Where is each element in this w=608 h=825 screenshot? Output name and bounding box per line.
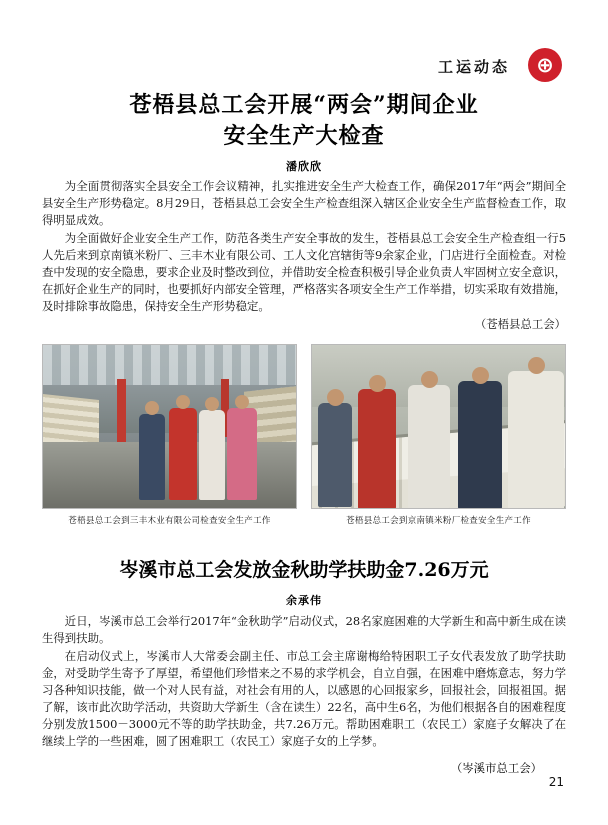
article1-paragraph-2: 为全面做好企业安全生产工作，防范各类生产安全事故的发生，苍梧县总工会安全生产检查组一行5人先后来到京南镇米粉厂、三丰木业有限公司、工人文化宫辖街等9余家企业，门店进行全面检查。对检查中发现的安全隐患，要求企业及时整改到位，并借助安全检查积极引导企业负责人牢固树立安全意识，在抓好企业生产的同时，也要抓好内部安全管理，严格落实各项安全生产工作举措，切实采取有效措施，及时排除事故隐患，保持安全生产形势稳定。 (42, 231, 566, 313)
photo-person-head (472, 367, 489, 384)
photo-caption-left: 苍梧县总工会到三丰木业有限公司检查安全生产工作 (68, 516, 271, 526)
photo-person-head (205, 397, 219, 411)
photo-person-4 (458, 381, 502, 509)
photo-person-head (327, 389, 344, 406)
photo-block-left (42, 344, 297, 526)
photo-block-right (311, 344, 566, 526)
rice-noodle-factory-photo (311, 344, 566, 509)
article1-signoff: （苍梧县总工会） (474, 317, 566, 331)
article1-byline: 潘欣欣 (286, 160, 322, 173)
photo-person-head (235, 395, 249, 409)
photo-person-3 (199, 410, 225, 500)
union-logo-glyph: ⊕ (536, 53, 554, 77)
photo-person-1 (318, 403, 352, 507)
photo-person-2 (358, 389, 396, 509)
article2-signoff: （岑溪市总工会） (450, 761, 542, 775)
article1-title-line2: 安全生产大检查 (223, 123, 385, 149)
article1-paragraph-1: 为全面贯彻落实全县安全工作会议精神，扎实推进安全生产大检查工作，确保2017年“两会”期间全县安全生产形势稳定。8月29日，苍梧县总工会安全生产检查组深入辖区企业安全生产监督检查工作，取得明显成效。 (42, 179, 566, 227)
section-label: 工运动态 (437, 58, 510, 76)
article1-photo-row (42, 344, 566, 526)
factory-inspection-photo (42, 344, 297, 509)
article-scholarship-fund (42, 556, 566, 776)
article2-paragraph-1: 近日，岑溪市总工会举行2017年“金秋助学”启动仪式，28名家庭困难的大学新生和高中新生成在读生得到扶助。 (42, 614, 566, 645)
photo-person-head (369, 375, 386, 392)
photo-person-1 (139, 414, 165, 500)
article1-title-line1: 苍梧县总工会开展“两会”期间企业 (129, 92, 479, 118)
page-header (42, 30, 566, 82)
article2-title: 岑溪市总工会发放金秋助学扶助金7.26万元 (119, 559, 489, 581)
photo-red-column-1 (117, 379, 126, 445)
photo-caption-right: 苍梧县总工会到京南镇米粉厂检查安全生产工作 (346, 516, 531, 526)
article1-title (42, 90, 566, 152)
article2-byline: 余承伟 (286, 594, 322, 607)
article-safety-inspection (42, 90, 566, 526)
page-number: 21 (548, 775, 564, 789)
photo-person-head (528, 357, 545, 374)
photo-person-4 (227, 408, 257, 500)
photo-person-head (145, 401, 159, 415)
photo-person-3 (408, 385, 450, 509)
photo-person-2 (169, 408, 197, 500)
page-content (42, 30, 566, 795)
article2-paragraph-2: 在启动仪式上，岑溪市人大常委会副主任、市总工会主席谢梅给特困职工子女代表发放了助学扶助金，对受助学生寄予了厚望，希望他们珍惜来之不易的求学机会，自立自强，在困难中磨炼意志，努力学习各种知识技能，做一个对人民有益，对社会有用的人，以感恩的心回报家乡，回报社会，回报祖国。据了解，该市此次助学活动，共资助大学新生（含在读生）22名，高中生6名，为他们根据各自的困难程度分别发放1500－3000元不等的助学扶助金，共7.26万元。帮助困难职工（农民工）家庭子女解决了在继续上学的一些困难，圆了困难职工（农民工）家庭子女的上学梦。 (42, 649, 566, 748)
photo-person-head (421, 371, 438, 388)
photo-person-5 (508, 371, 564, 509)
photo-person-head (176, 395, 190, 409)
union-logo-icon (528, 48, 562, 82)
